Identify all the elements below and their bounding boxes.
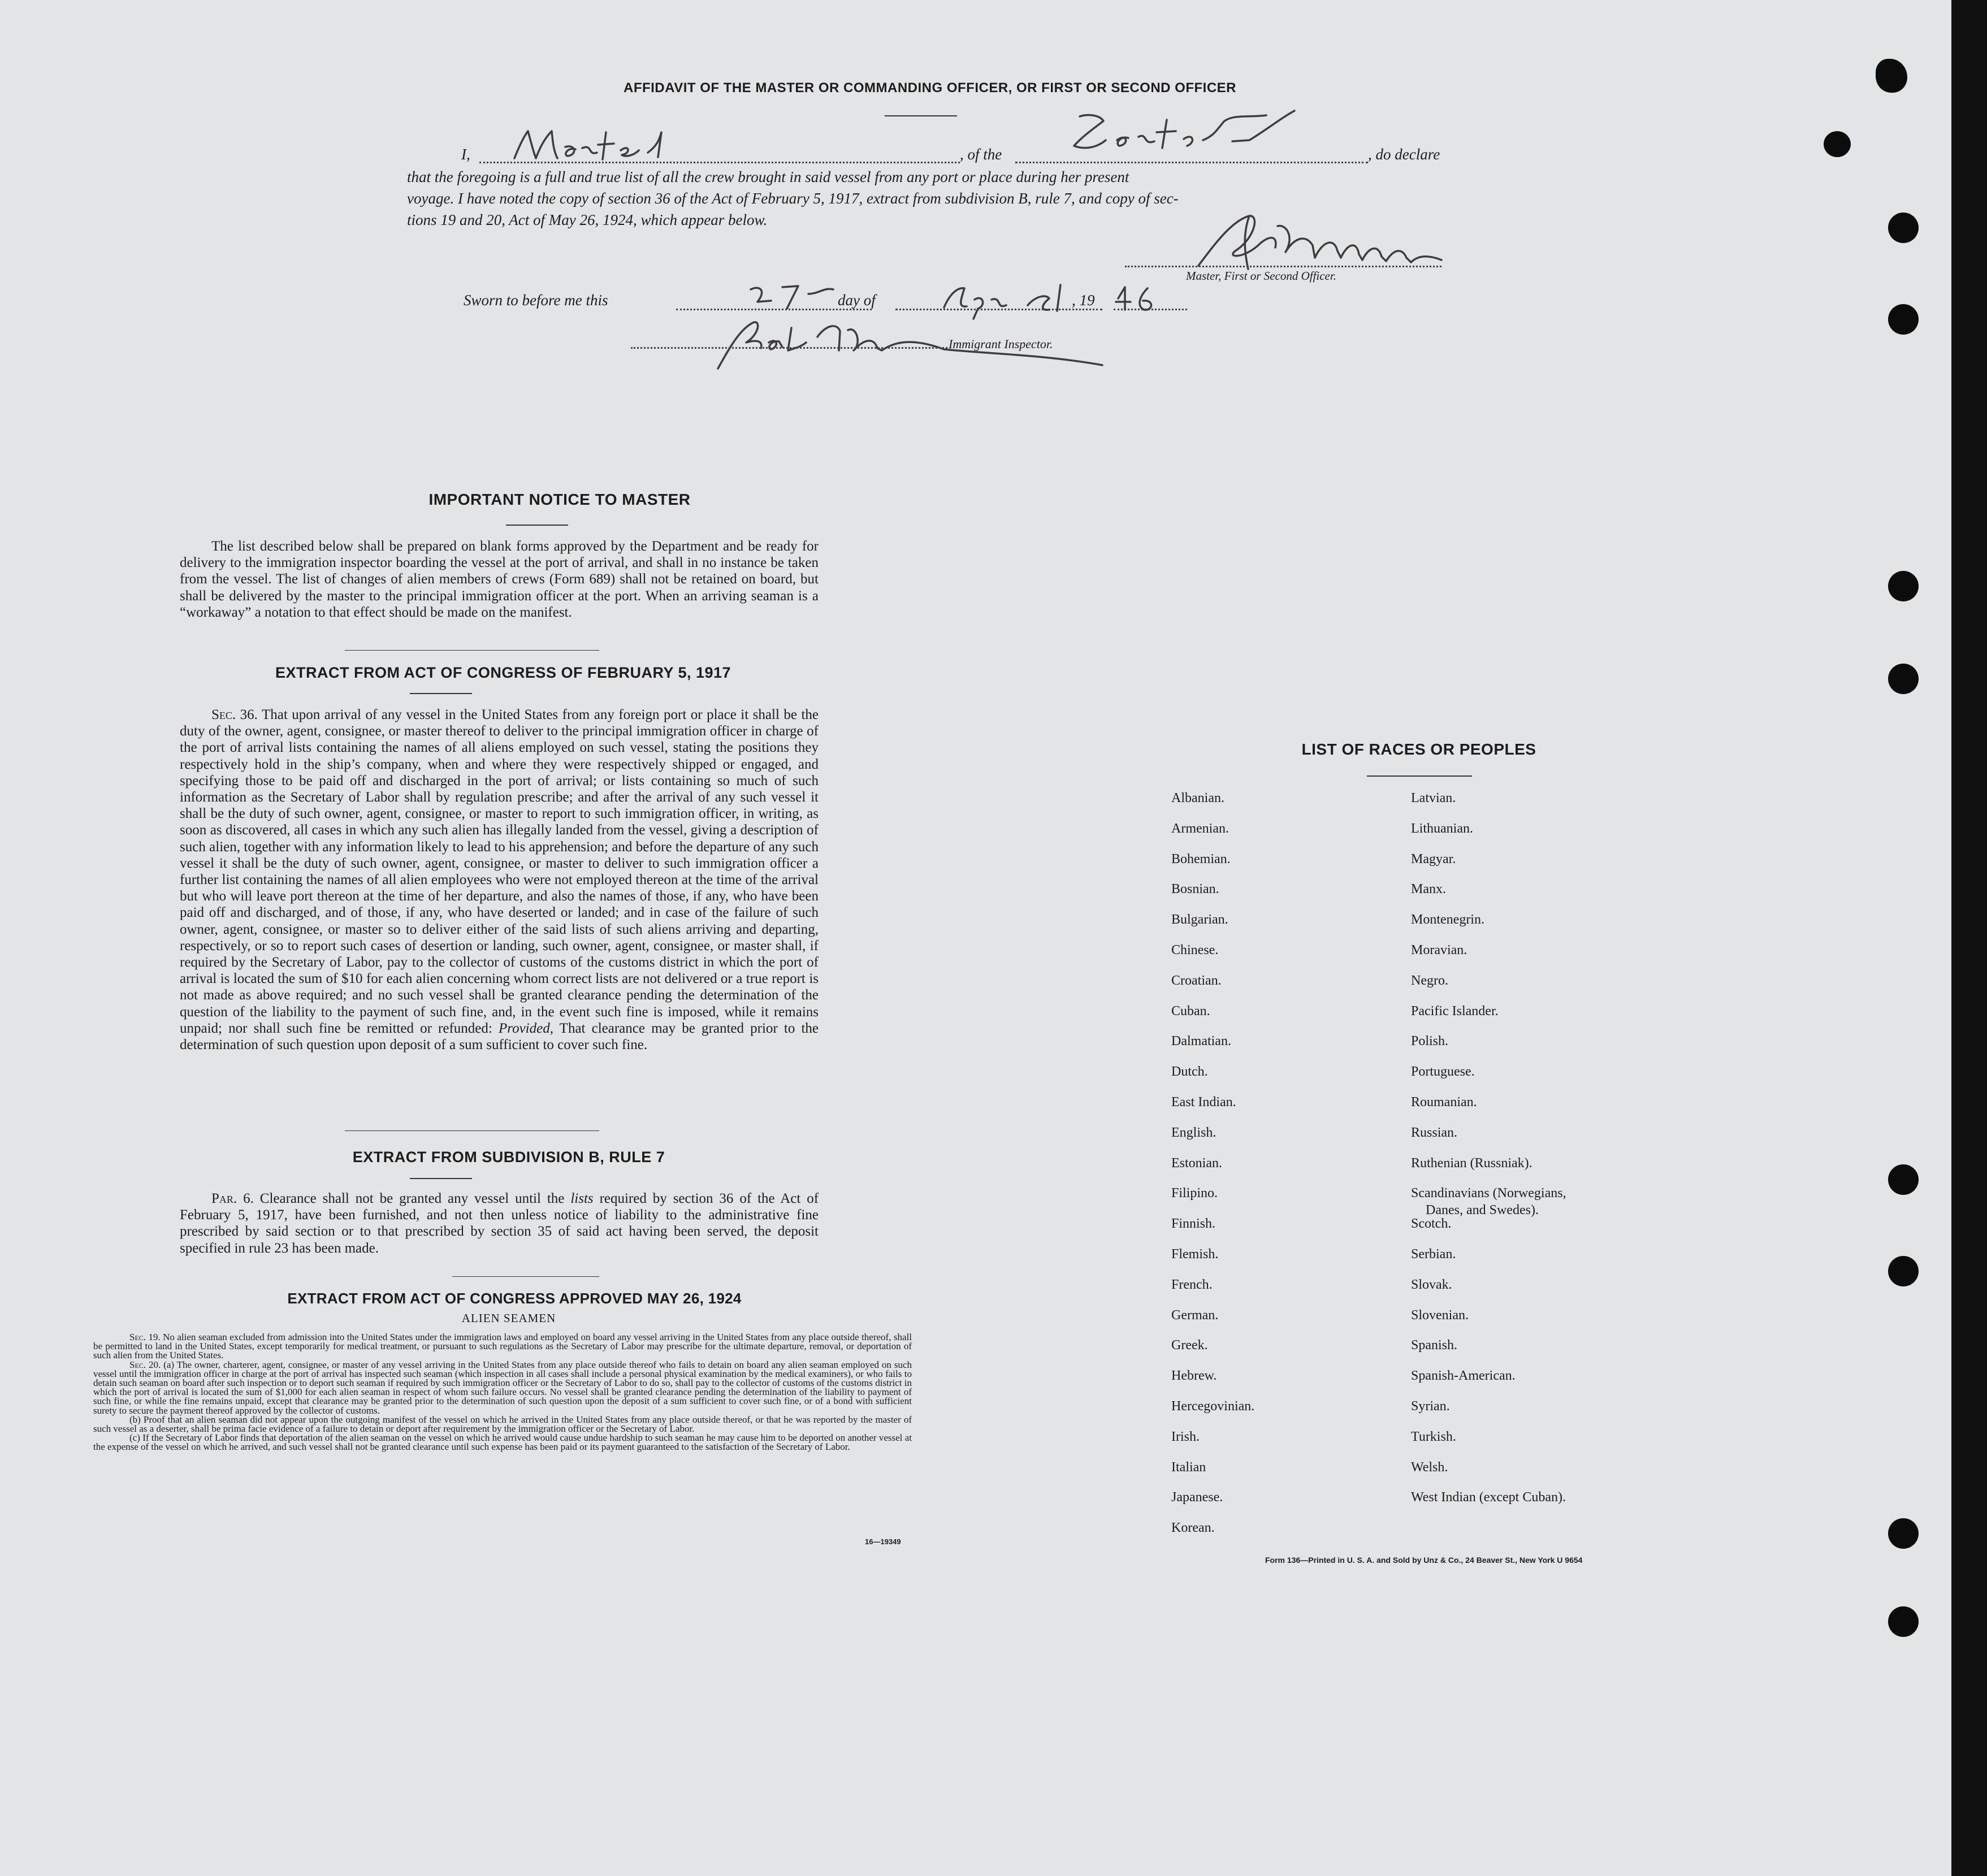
par-6-label: Par. 6. — [211, 1191, 254, 1206]
act-1924-text — [93, 1333, 912, 1452]
race-item: Ruthenian (Russniak). — [1411, 1155, 1533, 1171]
race-item: Albanian. — [1171, 791, 1224, 805]
act-1924-title: EXTRACT FROM ACT OF CONGRESS APPROVED MAY 26, 1924 — [287, 1290, 742, 1307]
sec-36-text-end: That clearance may be granted prior to the determination of such question upon deposit of a sum sufficient to cover such fine. — [180, 1020, 819, 1053]
provided-word: Provided, — [499, 1020, 553, 1036]
race-item: Hebrew. — [1171, 1368, 1217, 1384]
race-item: Lithuanian. — [1411, 821, 1473, 836]
binder-hole — [1888, 1164, 1919, 1195]
handwritten-vessel-name — [1063, 105, 1345, 168]
race-item: German. — [1171, 1307, 1219, 1323]
race-item: Turkish. — [1411, 1429, 1456, 1444]
binder-hole — [1888, 213, 1919, 243]
sec-20a-text: (a) The owner, charterer, agent, consignee, or master of any vessel arriving in the United States from any place outside thereof who fails to detain on board any alien seaman employed on such vessel until the immigration officer in charge at the port of arrival has inspected such seaman (which inspection in all cases shall include a personal physical examination by the medical examiners), or who fails to detain such seaman on board after such inspection or to deport such seaman if required by such immigration officer or the Secretary of Labor to do so, shall pay to the collector of customs of the customs district in which the port of arrival is located the sum of $1,000 for each alien seaman in respect of whom such failure occurs. No vessel shall be granted clearance pending the determination of the liability to payment of such fine, or while the fine remains unpaid, except that clearance may be granted prior to the determination of such question upon the deposit of a sum sufficient to cover such fine, or of a bond with sufficient surety to secure the payment thereof approved by the collector of customs. — [93, 1359, 912, 1416]
race-item: Korean. — [1171, 1520, 1215, 1536]
form-footer: Form 136—Printed in U. S. A. and Sold by Unz & Co., 24 Beaver St., New York U 9654 — [1265, 1556, 1583, 1565]
master-caption: Master, First or Second Officer. — [1186, 269, 1336, 283]
rule-7-body — [180, 1190, 819, 1257]
race-item: Greek. — [1171, 1338, 1208, 1353]
race-item: Portuguese. — [1411, 1064, 1475, 1080]
do-declare-label: , do declare — [1368, 146, 1440, 163]
race-item: Cuban. — [1171, 1003, 1210, 1019]
sworn-label: Sworn to before me this — [464, 292, 608, 309]
sec-20a-para — [93, 1361, 912, 1415]
affidavit-body-line-1: that the foregoing is a full and true list of all the crew brought in said vessel from any port or place during her present — [407, 168, 1129, 185]
notice-title: IMPORTANT NOTICE TO MASTER — [428, 491, 691, 508]
race-item: Bosnian. — [1171, 882, 1219, 897]
sec-19-text: No alien seaman excluded from admission into the United States under the immigration laws and employed on board any vessel arriving in the United States from any place outside thereof, shall be permitted to land in the United States, except temporarily for medical treatment, or pursuant to such regulations as the Secretary of Labor may prescribe for the ultimate departure, removal, or deportation of such alien from the United States. — [93, 1332, 912, 1361]
race-item: Magyar. — [1411, 851, 1456, 866]
race-item: Scandinavians (Norwegians, — [1411, 1186, 1566, 1201]
race-item: Finnish. — [1171, 1216, 1216, 1232]
inspector-signature-line — [631, 347, 947, 349]
race-item: English. — [1171, 1125, 1217, 1140]
rule-7-bottom-rule — [452, 1276, 599, 1277]
race-item: Dalmatian. — [1171, 1034, 1231, 1049]
race-item: Serbian. — [1411, 1247, 1456, 1262]
race-item: Dutch. — [1171, 1064, 1208, 1080]
race-item: Flemish. — [1171, 1247, 1219, 1262]
notice-body-text: The list described below shall be prepared on blank forms approved by the Department and be ready for delivery to the immigration inspector boarding the vessel at the port of arrival, and shall in no instance be taken from the vessel. The list of changes of alien members of crews (Form 689) shall not be retained on board, but shall be delivered by the master to the principal immigration officer at the port. When an arriving seaman is a “workaway” a notation to that effect should be made on the manifest. — [180, 539, 819, 620]
rule-7-title: EXTRACT FROM SUBDIVISION B, RULE 7 — [352, 1149, 665, 1166]
binder-hole — [1888, 664, 1919, 694]
race-item: Danes, and Swedes). — [1426, 1203, 1539, 1218]
of-the-label: , of the — [960, 146, 1002, 163]
sec-36-text: That upon arrival of any vessel in the United States from any foreign port or place it shall be the duty of the owner, agent, consignee, or master thereof to deliver to the principal immigration officer in charge of the port of arrival lists containing the names of all aliens employed on such vessel, stating the positions they respectively hold in the ship’s company, when and where they were respectively shipped or engaged, and specifying those to be paid off and discharged in the port of arrival; or lists containing so much of such information as the Secretary of Labor shall by regulation prescribe; and after the arrival of any such vessel it shall be the duty of such owner, agent, consignee, or master to report to such immigration officer, in writing, as soon as discovered, all cases in which any such alien has illegally landed from the vessel, giving a description of such alien, together with any information likely to lead to his apprehension; and before the departure of any such vessel it shall be the duty of such owner, agent, consignee, or master to deliver to such immigration officer a further list containing the names of all alien employees who were not employed thereon at the time of the arrival but who will leave port thereon at the time of her departure, and also the names of those, if any, who have been paid off and discharged, and of those, if any, who have deserted or landed; and in case of the failure of such owner, agent, consignee, or master so to deliver either of the said lists of such aliens arriving and departing, respectively, or so to report such cases of desertion or landing, such owner, agent, consignee, or master shall, if required by the Secretary of Labor, pay to the collector of customs of the customs district in which the port of arrival is located the sum of $10 for each alien concerning whom correct lists are not delivered or a true report is not made as above required; and no such vessel shall be granted clearance pending the determination of the question of the liability to the payment of such fine, and, in the event such fine is imposed, while it remains unpaid; nor shall such fine be remitted or refunded: — [180, 707, 819, 1036]
lists-word: lists — [570, 1191, 594, 1206]
race-item: West Indian (except Cuban). — [1411, 1490, 1566, 1505]
race-item: Italian — [1171, 1459, 1206, 1475]
sec-19-para — [93, 1333, 912, 1361]
day-of-label: day of — [838, 292, 876, 309]
binder-hole — [1876, 59, 1907, 93]
races-title: LIST OF RACES OR PEOPLES — [1301, 740, 1536, 758]
year-prefix: , 19 — [1072, 292, 1095, 309]
race-item: Roumanian. — [1411, 1095, 1477, 1110]
race-item: Polish. — [1411, 1034, 1449, 1049]
race-item: French. — [1171, 1277, 1213, 1292]
handwritten-year — [1108, 279, 1187, 319]
extract-1917-rule — [410, 693, 472, 694]
race-item: Japanese. — [1171, 1490, 1223, 1505]
sec-19-label: Sec. 19. — [129, 1332, 161, 1342]
race-item: Latvian. — [1411, 791, 1456, 805]
race-item: Manx. — [1411, 882, 1446, 897]
binder-hole — [1824, 131, 1851, 157]
notice-body — [180, 538, 819, 621]
race-item: Welsh. — [1411, 1459, 1448, 1475]
race-item: Chinese. — [1171, 943, 1219, 958]
par-6-text: Clearance shall not be granted any vessel until the — [259, 1191, 565, 1206]
binder-hole — [1888, 571, 1919, 601]
title-rule — [885, 115, 957, 116]
race-item: Russian. — [1411, 1125, 1458, 1140]
race-item: Syrian. — [1411, 1399, 1450, 1414]
binder-hole — [1888, 1606, 1919, 1637]
race-item: Moravian. — [1411, 943, 1467, 958]
act-1924-code: 16—19349 — [865, 1537, 901, 1546]
master-signature-line — [1125, 266, 1441, 267]
binder-hole — [1888, 304, 1919, 335]
rule-7-rule — [410, 1178, 472, 1179]
race-item: Irish. — [1171, 1429, 1200, 1444]
races-rule — [1367, 775, 1472, 777]
race-item: East Indian. — [1171, 1095, 1236, 1110]
race-item: Filipino. — [1171, 1186, 1218, 1201]
par-6-text-end: required by section 36 of the Act of February 5, 1917, have been furnished, and not then unless notice of liability to the administrative fine prescribed by said section or to that prescribed by section 35 of said act having been served, the deposit specified in rule 23 has been made. — [180, 1191, 819, 1256]
race-item: Spanish. — [1411, 1338, 1458, 1353]
race-item: Hercegovinian. — [1171, 1399, 1255, 1414]
affidavit-title: AFFIDAVIT OF THE MASTER OR COMMANDING OFFICER, OR FIRST OR SECOND OFFICER — [623, 80, 1237, 96]
race-item: Spanish-American. — [1411, 1368, 1516, 1384]
race-item: Armenian. — [1171, 821, 1229, 836]
affidavit-body-line-2: voyage. I have noted the copy of section 36 of the Act of February 5, 1917, extract from subdivision B, rule 7, and copy of sec- — [407, 190, 1179, 207]
extract-1917-bottom-rule — [345, 1130, 599, 1131]
handwritten-master — [509, 121, 769, 168]
extract-1917-title: EXTRACT FROM ACT OF CONGRESS OF FEBRUARY 5, 1917 — [275, 664, 731, 681]
inspector-caption: Immigrant Inspector. — [949, 337, 1053, 351]
sec-20b-para: (b) Proof that an alien seaman did not appear upon the outgoing manifest of the vessel on which he arrived in the United States from any place outside thereof, or that he was reported by the master of such vessel as a deserter, shall be prima facie evidence of a failure to detain or deport after requirement by the immigration officer or the Secretary of Labor. — [93, 1414, 912, 1435]
race-item: Slovak. — [1411, 1277, 1452, 1292]
race-item: Slovenian. — [1411, 1307, 1469, 1323]
race-item: Scotch. — [1411, 1216, 1452, 1232]
binder-hole — [1888, 1518, 1919, 1549]
race-item: Bulgarian. — [1171, 912, 1228, 928]
notice-bottom-rule — [345, 650, 599, 651]
act-1924-subtitle: ALIEN SEAMEN — [461, 1311, 556, 1325]
race-item: Montenegrin. — [1411, 912, 1484, 928]
race-item: Negro. — [1411, 973, 1448, 988]
sec-36-label: Sec. 36. — [211, 707, 258, 722]
race-item: Croatian. — [1171, 973, 1222, 988]
handwritten-day — [739, 277, 841, 317]
i-label: I, — [461, 146, 470, 163]
sec-20-label: Sec. 20. — [129, 1359, 161, 1370]
affidavit-body-line-3: tions 19 and 20, Act of May 26, 1924, which appear below. — [407, 211, 768, 228]
race-item: Pacific Islander. — [1411, 1003, 1499, 1019]
extract-1917-body — [180, 707, 819, 1053]
notice-rule — [506, 525, 568, 526]
sec-20c-para: (c) If the Secretary of Labor finds that deportation of the alien seaman on the vessel on which he arrived would cause undue hardship to such seaman he may cause him to be deported on another vessel at the expense of the vessel on which he arrived, and such vessel shall not be granted clearance until such expense has been paid or its payment guaranteed to the satisfaction of the Secretary of Labor. — [93, 1432, 912, 1453]
binder-hole — [1888, 1256, 1919, 1286]
race-item: Estonian. — [1171, 1155, 1222, 1171]
race-item: Bohemian. — [1171, 851, 1231, 866]
